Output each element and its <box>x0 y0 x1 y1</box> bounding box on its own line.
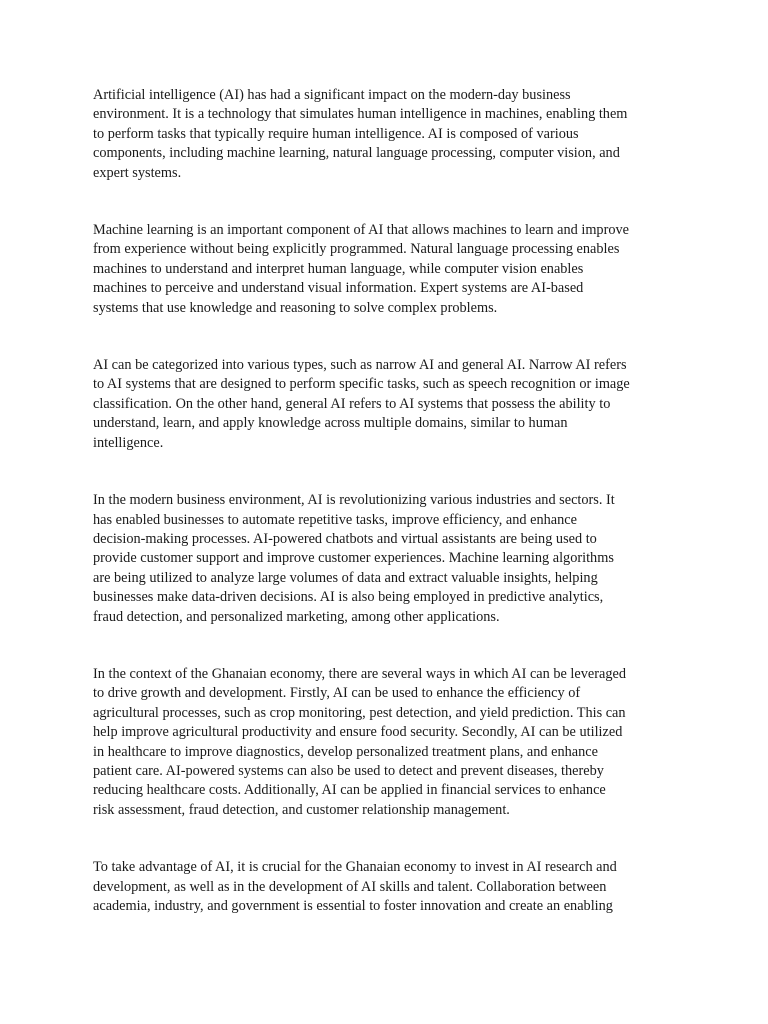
paragraph-machine-learning: Machine learning is an important component of AI that allows machines to learn and improve from experience without being explicitly programmed. Natural language processing enables machines to understand and interpret human language, while computer vision enables machines to perceive and understand visual information. Expert systems are AI-based systems that use knowledge and reasoning to solve complex problems. <box>93 222 629 316</box>
paragraph-ai-impact: Artificial intelligence (AI) has had a significant impact on the modern-day business environment. It is a technology that simulates human intelligence in machines, enabling them to perform tasks that typically require human intelligence. AI is composed of various components, including machine learning, natural language processing, computer vision, and expert systems. <box>93 87 628 181</box>
paragraph-ai-types: AI can be categorized into various types, such as narrow AI and general AI. Narrow AI refers to AI systems that are designed to perform specific tasks, such as speech recognition or image classification. On the other hand, general AI refers to AI systems that possess the ability to understand, learn, and apply knowledge across multiple domains, similar to human intelligence. <box>93 357 630 451</box>
document-body <box>93 86 677 954</box>
paragraph-investment: To take advantage of AI, it is crucial for the Ghanaian economy to invest in AI research and development, as well as in the development of AI skills and talent. Collaboration between academia, industry, and government is essential to foster innovation and create an enabling <box>93 859 617 914</box>
paragraph-business-environment: In the modern business environment, AI is revolutionizing various industries and sectors. It has enabled businesses to automate repetitive tasks, improve efficiency, and enhance decision-making processes. AI-powered chatbots and virtual assistants are being used to provide customer support and improve customer experiences. Machine learning algorithms are being utilized to analyze large volumes of data and extract valuable insights, helping businesses make data-driven decisions. AI is also being employed in predictive analytics, fraud detection, and personalized marketing, among other applications. <box>93 492 615 625</box>
paragraph-ghanaian-economy: In the context of the Ghanaian economy, there are several ways in which AI can be leveraged to drive growth and development. Firstly, AI can be used to enhance the efficiency of agricultural processes, such as crop monitoring, pest detection, and yield prediction. This can help improve agricultural productivity and ensure food security. Secondly, AI can be utilized in healthcare to improve diagnostics, develop personalized treatment plans, and enhance patient care. AI-powered systems can also be used to detect and prevent diseases, thereby reducing healthcare costs. Additionally, AI can be applied in financial services to enhance risk assessment, fraud detection, and customer relationship management. <box>93 665 626 818</box>
